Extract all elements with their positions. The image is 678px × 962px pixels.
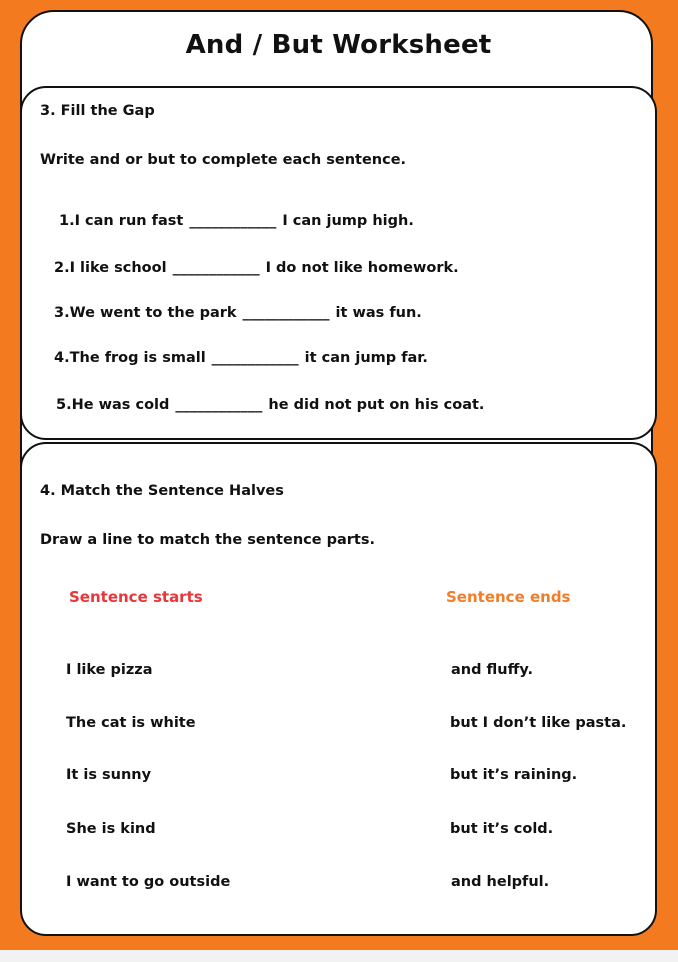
sentence-start-item[interactable]: She is kind xyxy=(66,821,156,837)
answer-blank[interactable]: ____________ xyxy=(242,305,330,321)
section-4-heading: 4. Match the Sentence Halves xyxy=(40,483,284,499)
sentence-end-item[interactable]: but it’s cold. xyxy=(450,821,554,837)
match-halves-section xyxy=(20,442,657,936)
answer-blank[interactable]: ____________ xyxy=(175,397,263,413)
worksheet-title: And / But Worksheet xyxy=(185,30,492,60)
answer-blank[interactable]: ____________ xyxy=(211,350,299,366)
section-3-instruction: Write and or but to complete each sentence. xyxy=(40,152,407,168)
sentence-starts-heading: Sentence starts xyxy=(69,588,203,606)
section-4-instruction: Draw a line to match the sentence parts. xyxy=(40,532,376,548)
sentence-end-item[interactable]: but I don’t like pasta. xyxy=(450,715,627,731)
gap-sentence-end: he did not put on his coat. xyxy=(268,397,485,413)
gap-sentence-number: 5. xyxy=(56,397,72,413)
sentence-start-item[interactable]: The cat is white xyxy=(66,715,196,731)
sentence-end-item[interactable]: and helpful. xyxy=(451,874,550,890)
gap-sentence-number: 2. xyxy=(54,260,70,276)
gap-sentence-3 xyxy=(54,305,422,321)
section-3-heading: 3. Fill the Gap xyxy=(40,103,155,119)
gap-sentence-number: 3. xyxy=(54,305,70,321)
gap-sentence-number: 1. xyxy=(59,213,75,229)
gap-sentence-end: it was fun. xyxy=(335,305,422,321)
gap-sentence-start: The frog is small xyxy=(69,350,206,366)
gap-sentence-4 xyxy=(54,350,428,366)
answer-blank[interactable]: ____________ xyxy=(172,260,260,276)
gap-sentence-start: We went to the park xyxy=(69,305,237,321)
gap-sentence-2 xyxy=(54,260,459,276)
gap-sentence-start: I can run fast xyxy=(74,213,184,229)
gap-sentence-start: I like school xyxy=(69,260,167,276)
gap-sentence-start: He was cold xyxy=(71,397,170,413)
sentence-start-item[interactable]: I want to go outside xyxy=(66,874,231,890)
sentence-ends-heading: Sentence ends xyxy=(446,588,571,606)
gap-sentence-5 xyxy=(56,397,484,413)
gap-sentence-1 xyxy=(59,213,414,229)
sentence-end-item[interactable]: but it’s raining. xyxy=(450,767,578,783)
sentence-end-item[interactable]: and fluffy. xyxy=(451,662,533,678)
sentence-start-item[interactable]: I like pizza xyxy=(66,662,153,678)
gap-sentence-end: I can jump high. xyxy=(282,213,414,229)
gap-sentence-end: it can jump far. xyxy=(304,350,428,366)
gap-sentence-number: 4. xyxy=(54,350,70,366)
answer-blank[interactable]: ____________ xyxy=(189,213,277,229)
gap-sentence-end: I do not like homework. xyxy=(265,260,459,276)
sentence-start-item[interactable]: It is sunny xyxy=(66,767,152,783)
